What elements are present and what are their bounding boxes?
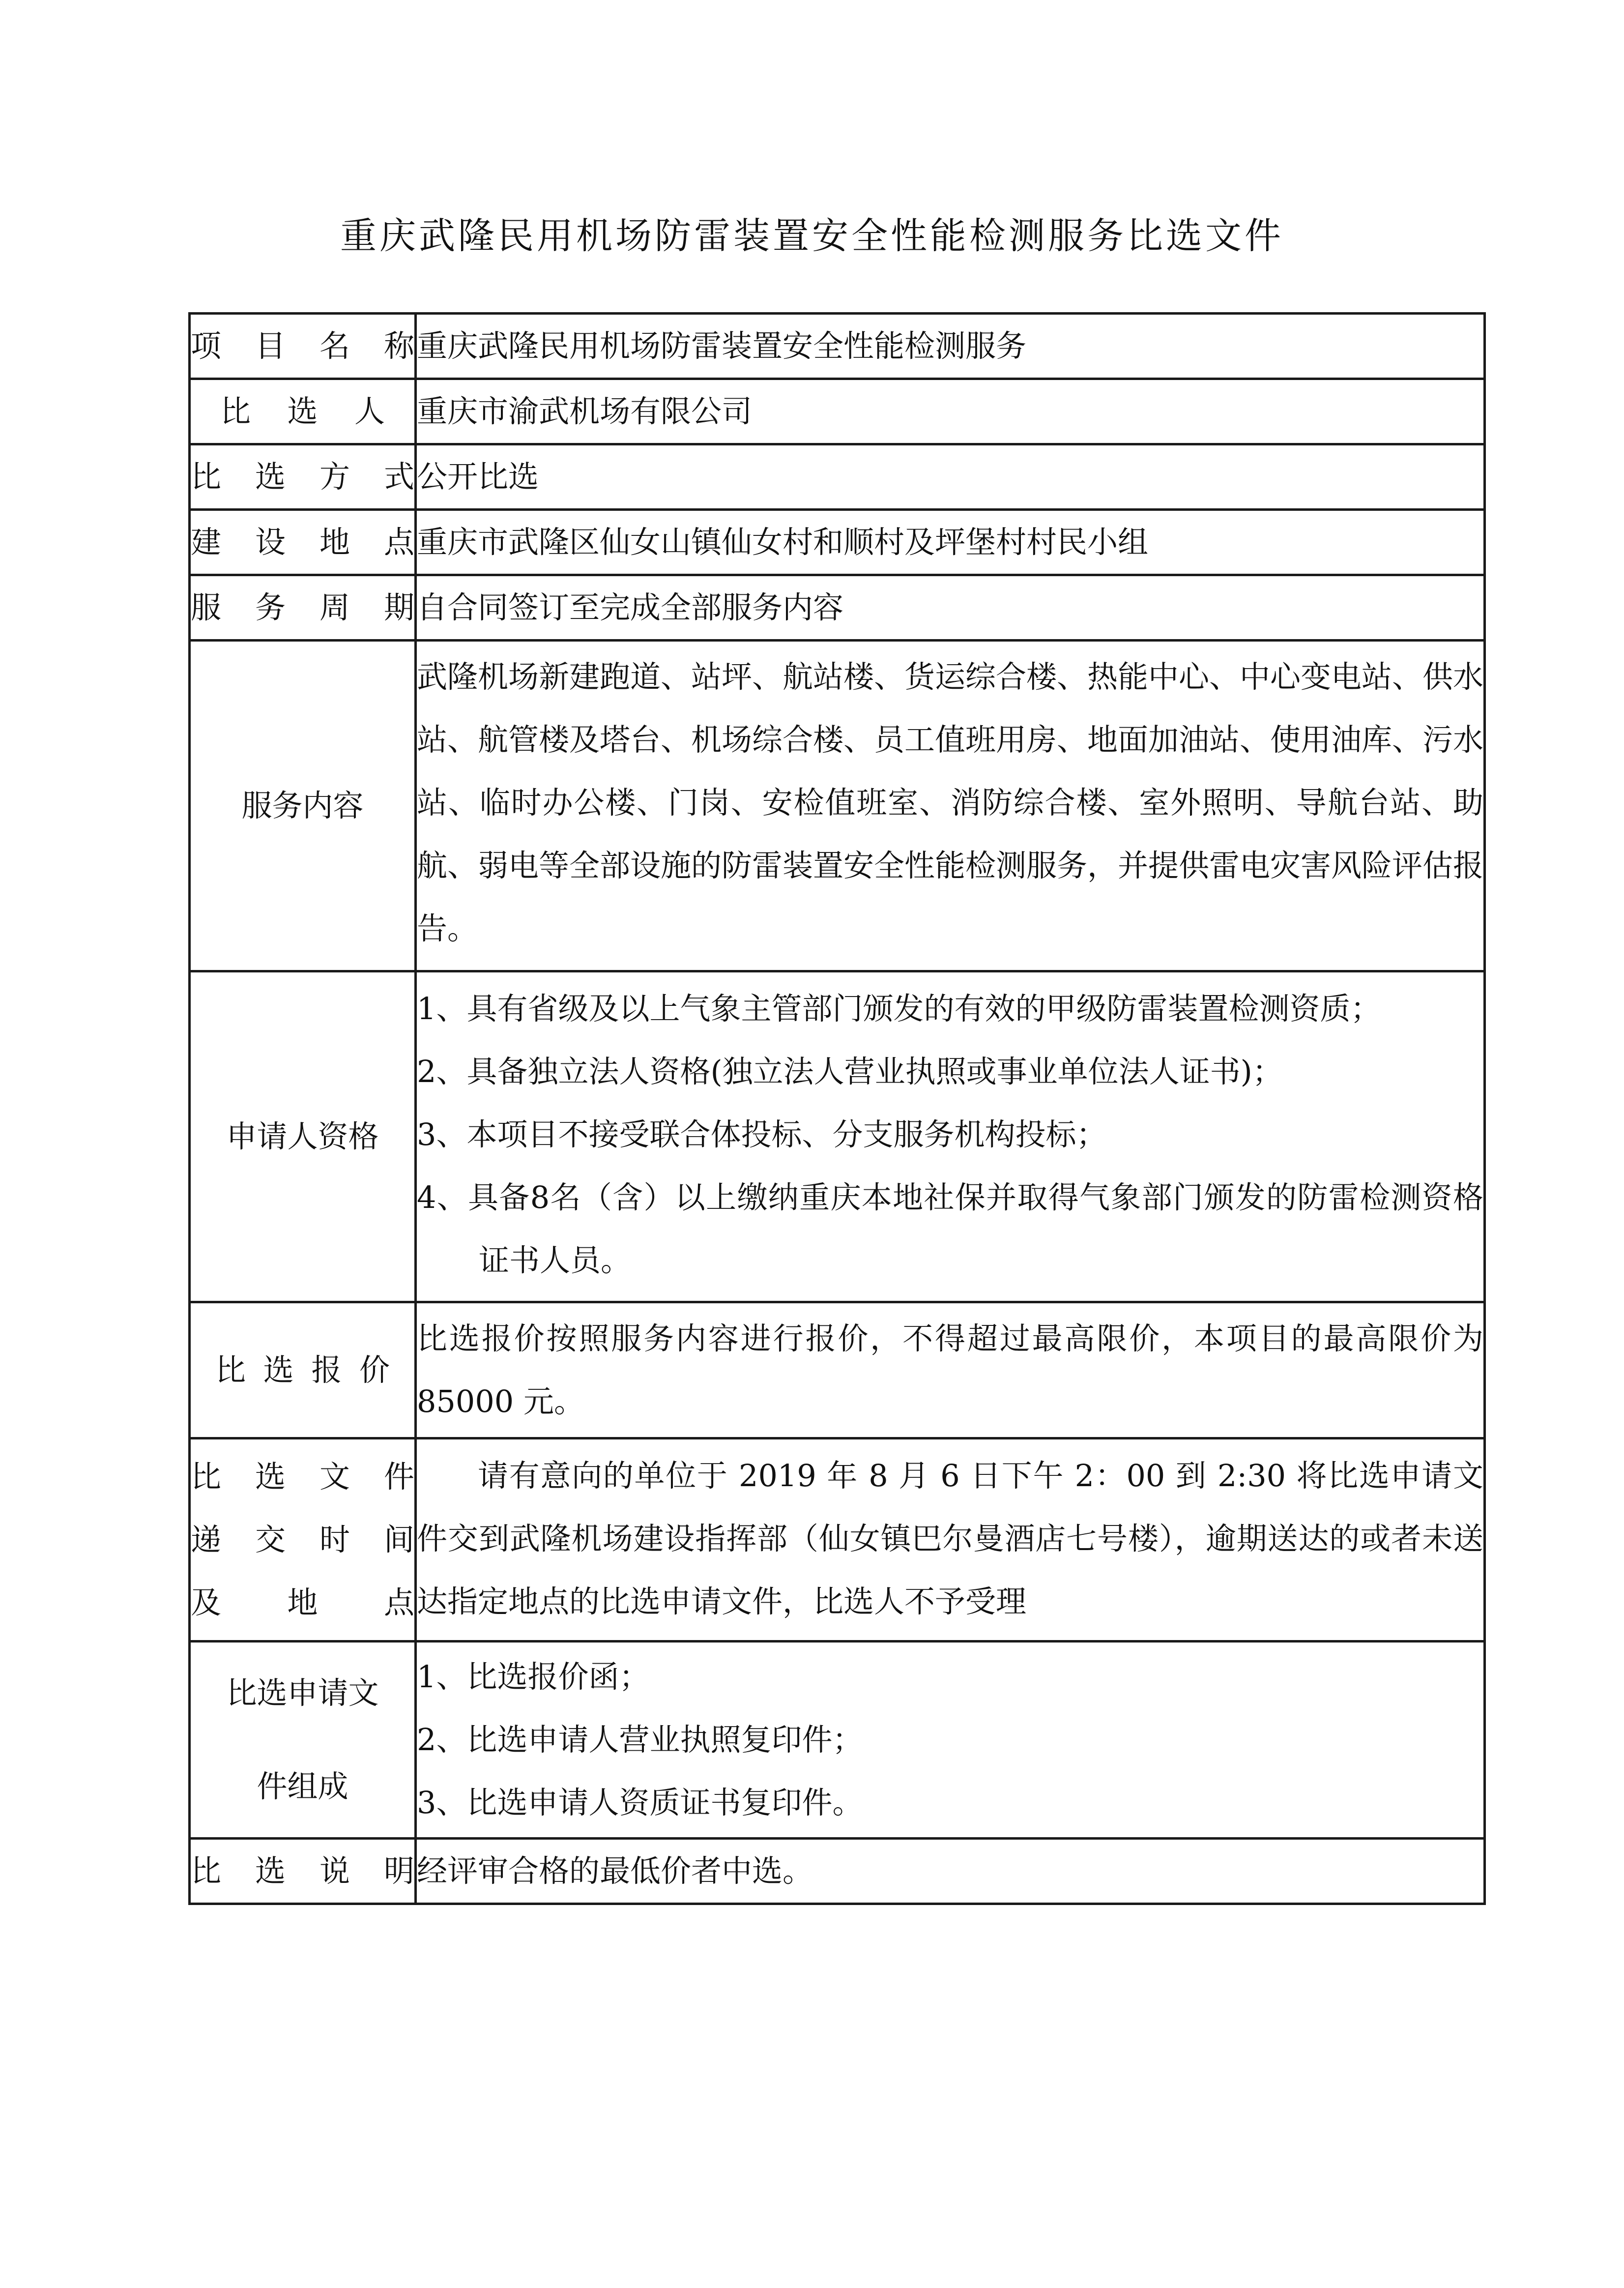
label-composition-line: 比选申请文 [226, 1675, 379, 1711]
row-submission [190, 1438, 1485, 1642]
composition-item: 3、比选申请人资质证书复印件。 [417, 1785, 863, 1820]
row-project-name [190, 314, 1485, 379]
label-selector: 比选人 [190, 379, 416, 444]
value-note: 经评审合格的最低价者中选。 [416, 1839, 1485, 1904]
label-composition-line: 件组成 [257, 1768, 348, 1804]
label-submission-line: 及地点 [191, 1584, 414, 1620]
label-composition [190, 1642, 416, 1839]
label-submission-line: 递交时间 [191, 1522, 414, 1557]
qualification-item: 3、本项目不接受联合体投标、分支服务机构投标； [417, 1116, 1107, 1152]
bid-info-table [188, 312, 1486, 1905]
row-period [190, 575, 1485, 641]
value-qualification [416, 971, 1485, 1302]
label-qualification: 申请人资格 [190, 971, 416, 1302]
value-location: 重庆市武隆区仙女山镇仙女村和顺村及坪堡村村民小组 [416, 510, 1485, 575]
row-quote [190, 1302, 1485, 1438]
row-composition [190, 1642, 1485, 1839]
label-content: 服务内容 [190, 641, 416, 971]
label-period: 服务周期 [190, 575, 416, 641]
label-quote: 比选报价 [190, 1302, 416, 1438]
row-location [190, 510, 1485, 575]
value-method: 公开比选 [416, 444, 1485, 510]
label-method: 比选方式 [190, 444, 416, 510]
value-content: 武隆机场新建跑道、站坪、航站楼、货运综合楼、热能中心、中心变电站、供水站、航管楼及塔台、机场综合楼、员工值班用房、地面加油站、使用油库、污水站、临时办公楼、门岗、安检值班室、消防综合楼、室外照明、导航台站、助航、弱电等全部设施的防雷装置安全性能检测服务，并提供雷电灾害风险评估报告。 [416, 641, 1485, 971]
value-composition [416, 1642, 1485, 1839]
label-submission-line: 比选文件 [191, 1459, 414, 1495]
label-note: 比选说明 [190, 1839, 416, 1904]
document-title: 重庆武隆民用机场防雷装置安全性能检测服务比选文件 [340, 215, 1284, 257]
label-submission [190, 1438, 416, 1642]
row-note [190, 1839, 1485, 1904]
value-project-name: 重庆武隆民用机场防雷装置安全性能检测服务 [416, 314, 1485, 379]
qualification-item: 1、具有省级及以上气象主管部门颁发的有效的甲级防雷装置检测资质； [417, 991, 1381, 1027]
value-selector: 重庆市渝武机场有限公司 [416, 379, 1485, 444]
row-qualification [190, 971, 1485, 1302]
row-content [190, 641, 1485, 971]
composition-item: 2、比选申请人营业执照复印件； [417, 1722, 863, 1758]
value-period: 自合同签订至完成全部服务内容 [416, 575, 1485, 641]
qualification-item: 2、具备独立法人资格(独立法人营业执照或事业单位法人证书)； [417, 1054, 1283, 1089]
qualification-item: 4、具备8名（含）以上缴纳重庆本地社保并取得气象部门颁发的防雷检测资格证书人员。 [417, 1179, 1483, 1278]
row-method [190, 444, 1485, 510]
value-submission: 请有意向的单位于 2019 年 8 月 6 日下午 2：00 到 2:30 将比选申请文件交到武隆机场建设指挥部（仙女镇巴尔曼酒店七号楼），逾期送达的或者未送达指定地点的比选申请文件，比选人不予受理 [416, 1438, 1485, 1642]
value-quote: 比选报价按照服务内容进行报价，不得超过最高限价，本项目的最高限价为 85000 元。 [416, 1302, 1485, 1438]
composition-item: 1、比选报价函； [417, 1659, 650, 1695]
row-selector [190, 379, 1485, 444]
label-project-name: 项目名称 [190, 314, 416, 379]
label-location: 建设地点 [190, 510, 416, 575]
